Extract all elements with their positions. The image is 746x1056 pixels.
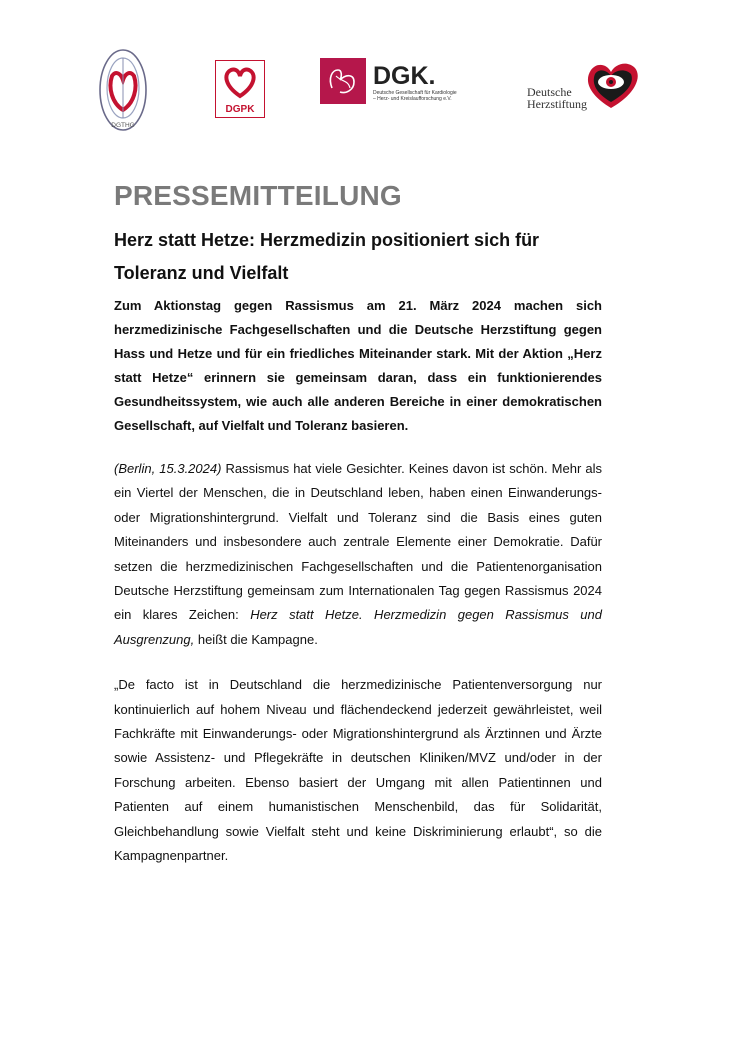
dateline: (Berlin, 15.3.2024) <box>114 461 222 476</box>
body-paragraph-2: „De facto ist in Deutschland die herzmedizinische Patientenversorgung nur kontinuierlich auf hohem Niveau und flächendeckend jederzeit gewährleistet, weil Fachkräfte mit Einwanderungs- oder Migrationshintergrund als Ärztinnen und Ärzte sowie Assistenz- und Pflegekräfte in deutschen Kliniken/MVZ und/oder in der Forschung arbeiten. Ebenso basiert der Umgang mit allen Patientinnen und Patienten auf einem humanistischen Menschenbild, das für Solidarität, Gleichbehandlung sowie Vielfalt steht und keine Diskriminierung erlaubt“, so die Kampagnenpartner. <box>114 677 602 864</box>
document-kicker: PRESSEMITTEILUNG <box>114 180 402 211</box>
dgpk-lettering: DGPK <box>225 104 255 115</box>
headline: Herz statt Hetze: Herzmedizin positioniert sich für Toleranz und Vielfalt <box>114 230 540 283</box>
paragraph-1-end: heißt die Kampagne. <box>194 631 318 647</box>
herzstiftung-lettering-2: Herzstiftung <box>527 97 587 111</box>
dgpk-logo <box>215 60 265 118</box>
herzstiftung-lettering-1: Deutsche <box>527 85 572 99</box>
press-release <box>114 180 602 869</box>
logo-bar <box>0 44 746 134</box>
dgk-subtitle-1: Deutsche Gesellschaft für Kardiologie <box>373 90 457 96</box>
campaign-title: Herz statt Hetze. Herzmedizin gegen Rassismus und Ausgrenzung, <box>114 607 602 647</box>
dgthg-lettering: DGTHG <box>111 122 135 129</box>
dgthg-logo <box>98 48 148 132</box>
body-paragraph-1 <box>114 457 602 652</box>
dgk-logo <box>320 58 486 106</box>
lead-paragraph: Zum Aktionstag gegen Rassismus am 21. März 2024 machen sich herzmedizinische Fachgesellschaften und die Deutsche Herzstiftung gegen Hass und Hetze und für ein friedliches Miteinander stark. Mit der Aktion „Herz statt Hetze“ erinnern sie gemeinsam daran, dass ein funktionierendes Gesundheitssystem, wie auch alle anderen Bereiche in einer demokratischen Gesellschaft, auf Vielfalt und Toleranz basieren. <box>114 298 602 433</box>
dgk-lettering: DGK. <box>373 62 436 90</box>
herzstiftung-logo <box>525 56 643 112</box>
paragraph-1-text: Rassismus hat viele Gesichter. Keines davon ist schön. Mehr als ein Viertel der Menschen, die in Deutschland leben, haben einen Einwanderungs- oder Migrationshintergrund. Vielfalt und Toleranz sind die Basis eines guten Miteinanders und insbesondere auch zentrale Elemente einer Demokratie. Dafür setzen die herzmedizinischen Fachgesellschaften und die Patientenorganisation Deutsche Herzstiftung gemeinsam zum Internationalen Tag gegen Rassismus 2024 ein klares Zeichen: <box>114 461 602 623</box>
dgk-subtitle-2: – Herz- und Kreislaufforschung e.V. <box>373 96 452 102</box>
